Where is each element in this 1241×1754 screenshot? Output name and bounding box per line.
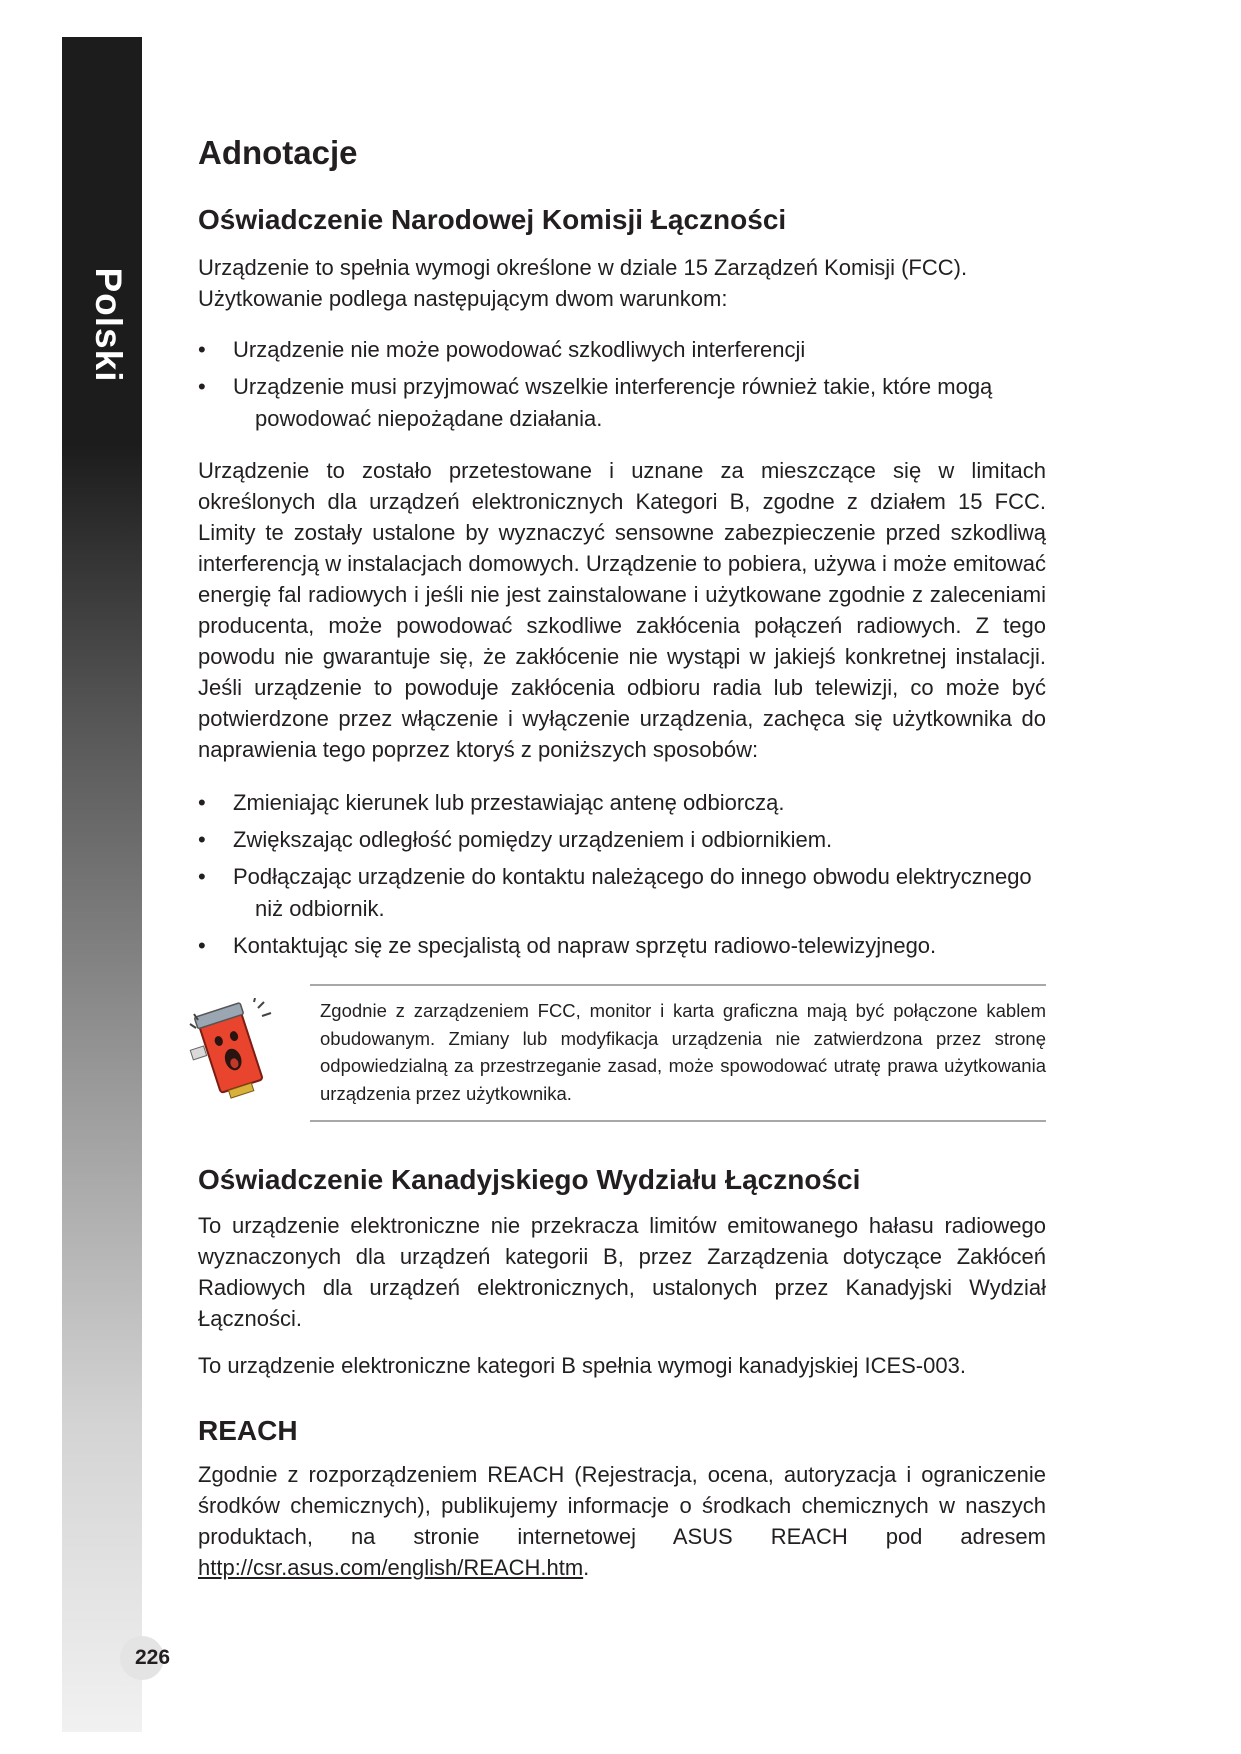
fcc-remedies-list [198,787,1046,962]
list-item-text: Podłączając urządzenie do kontaktu należącego do innego obwodu elektrycznego [233,864,1032,889]
language-label: Polski [88,267,129,383]
bullet: • [198,827,206,852]
list-item-continuation: niż odbiornik. [255,896,385,921]
list-item-text: Urządzenie musi przyjmować wszelkie interferencje również takie, które mogą [233,374,993,399]
fcc-warning-note [310,984,1046,1122]
fcc-conditions-list [198,334,1046,435]
fcc-heading: Oświadczenie Narodowej Komisji Łączności [198,204,787,235]
page-title: Adnotacje [198,134,358,171]
reach-paragraph [198,1459,1046,1583]
list-item [198,930,1046,962]
reach-heading: REACH [198,1415,298,1446]
list-item [198,824,1046,856]
bullet: • [198,337,206,362]
list-item [198,334,1046,366]
list-item [198,787,1046,819]
list-item [198,861,1046,925]
list-item-text: Kontaktując się ze specjalistą od napraw sprzętu radiowo-telewizyjnego. [233,933,937,958]
bullet: • [198,864,206,889]
note-text: Zgodnie z zarządzeniem FCC, monitor i karta graficzna mają być połączone kablem obudowanym. Zmiany lub modyfikacja urządzenia nie zatwierdzona przez stronę odpowiedzialną za przestrzeganie zasad, może spowodować utratę prawa użytkowania urządzenia przez użytkownika. [320,1000,1046,1104]
bullet: • [198,933,206,958]
reach-text: Zgodnie z rozporządzeniem REACH (Rejestracja, ocena, autoryzacja i ograniczenie środków chemicznych), publikujemy informacje o środkach chemicznych w naszych produktach, na stronie internetowej ASUS REACH pod adresem [198,1462,1046,1549]
list-item-text: Urządzenie nie może powodować szkodliwych interferencji [233,337,806,362]
warning-graphics-card-icon [188,998,274,1108]
page-content [198,128,1046,1583]
bullet: • [198,374,206,399]
list-item [198,371,1046,435]
list-item-text: Zmieniając kierunek lub przestawiając antenę odbiorczą. [233,790,785,815]
canada-paragraph-1: To urządzenie elektroniczne nie przekracza limitów emitowanego hałasu radiowego wyznaczonych dla urządzeń kategorii B, przez Zarządzenia dotyczące Zakłóceń Radiowych dla urządzeń elektronicznych, ustalonych przez Kanadyjski Wydział Łączności. [198,1213,1046,1331]
canada-paragraph-2: To urządzenie elektroniczne kategori B spełnia wymogi kanadyjskiej ICES-003. [198,1353,966,1378]
page-number: 226 [135,1646,171,1669]
fcc-body: Urządzenie to zostało przetestowane i uznane za mieszczące się w limitach określonych dla urządzeń elektronicznych Kategori B, zgodne z działem 15 FCC. Limity te zostały ustalone by wyznaczyć sensowne zabezpieczenie przed szkodliwą interferencją w instalacjach domowych. Urządzenie to pobiera, używa i może emitować energię fal radiowych i jeśli nie jest zainstalowane i użytkowane zgodnie z zaleceniami producenta, może powodować szkodliwe zakłócenia połączeń radiowych. Z tego powodu nie gwarantuje się, że zakłócenie nie wystąpi w jakiejś konkretnej instalacji. Jeśli urządzenie to powoduje zakłócenia odbioru radia lub telewizji, co może być potwierdzone przez włączenie i wyłączenie urządzenia, zachęca się użytkownika do naprawienia tego poprzez ktoryś z poniższych sposobów: [198,458,1046,762]
canada-heading: Oświadczenie Kanadyjskiego Wydziału Łączności [198,1164,861,1195]
reach-end: . [583,1555,590,1580]
list-item-continuation: powodować niepożądane działania. [255,406,603,431]
bullet: • [198,790,206,815]
fcc-intro: Urządzenie to spełnia wymogi określone w dziale 15 Zarządzeń Komisji (FCC). Użytkowanie podlega następującym dwom warunkom: [198,255,968,311]
reach-link[interactable]: http://csr.asus.com/english/REACH.htm [198,1555,584,1580]
list-item-text: Zwiększając odległość pomiędzy urządzeniem i odbiornikiem. [233,827,833,852]
